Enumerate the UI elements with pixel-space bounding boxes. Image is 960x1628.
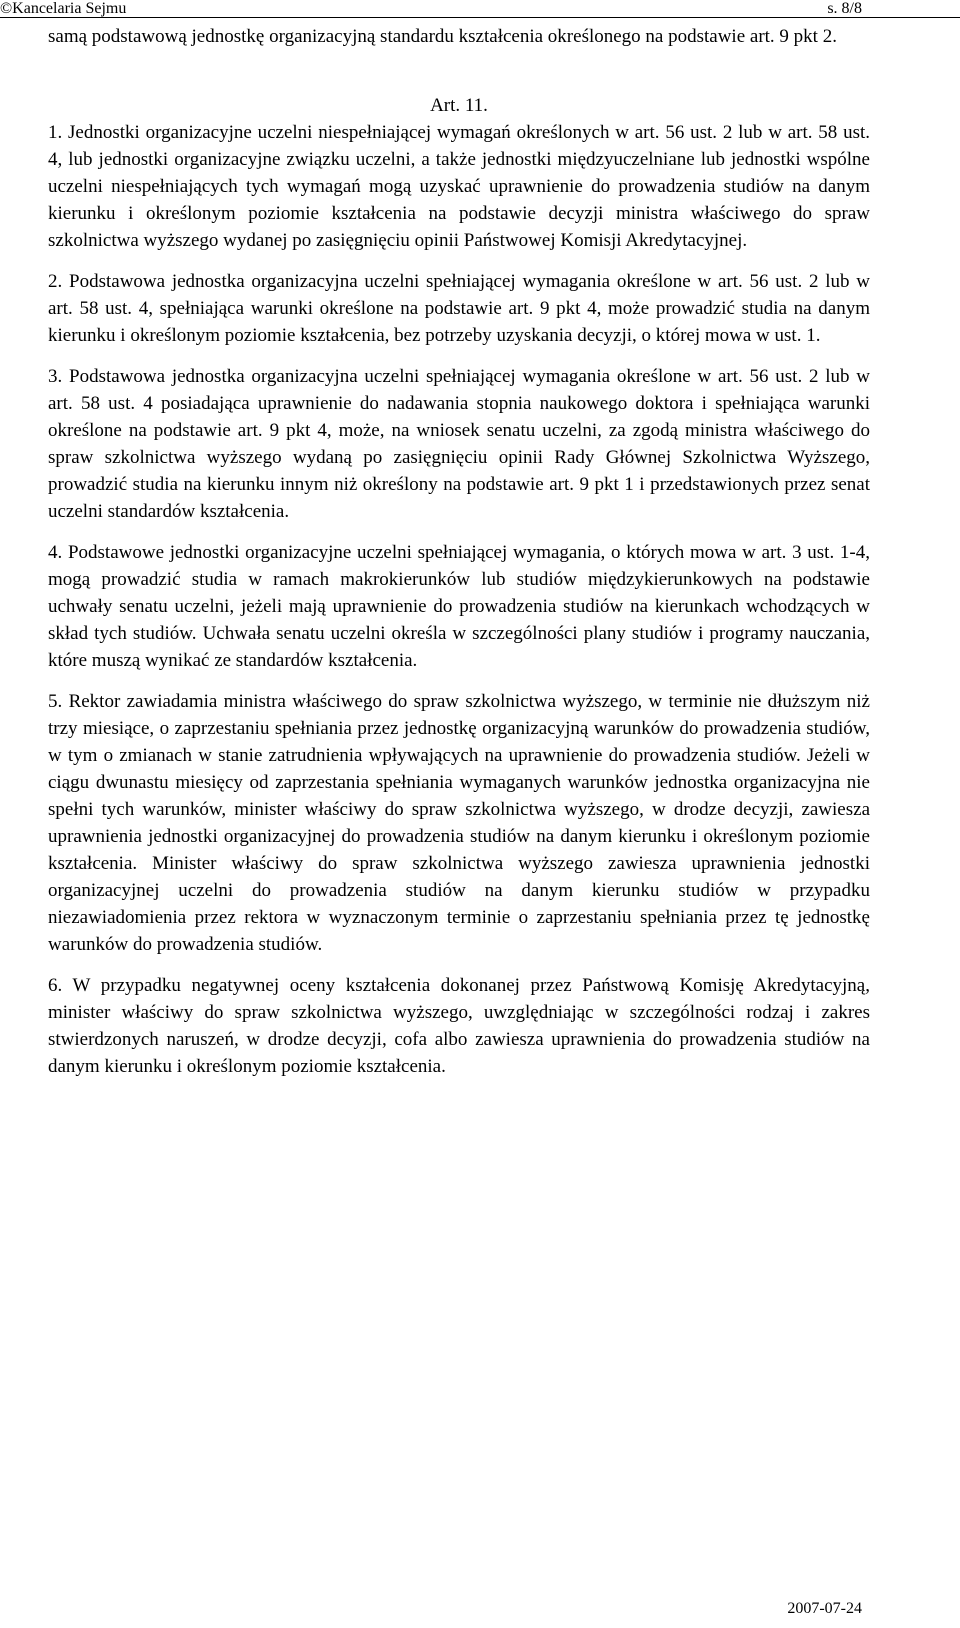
page-header <box>0 0 960 18</box>
footer-date: 2007-07-24 <box>787 1600 862 1617</box>
paragraph-1: 1. Jednostki organizacyjne uczelni niespełniającej wymagań określonych w art. 56 ust. 2 lub w art. 58 ust. 4, lub jednostki organizacyjne związku uczelni, a także jednostki międzyuczelniane lub jednostki wspólne uczelni niespełniających tych wymagań mogą uzyskać uprawnienie do prowadzenia studiów na danym kierunku i określonym poziomie kształcenia na podstawie decyzji ministra właściwego do spraw szkolnictwa wyższego wydanej po zasięgnięciu opinii Państwowej Komisji Akredytacyjnej. <box>48 122 870 251</box>
paragraph-4: 4. Podstawowe jednostki organizacyjne uczelni spełniającej wymagania, o których mowa w art. 3 ust. 1-4, mogą prowadzić studia w ramach makrokierunków lub studiów międzykierunkowych na podstawie uchwały senatu uczelni, jeżeli mają uprawnienie do prowadzenia studiów na kierunkach wchodzących w skład tych studiów. Uchwała senatu uczelni określa w szczególności plany studiów i programy nauczania, które muszą wynikać ze standardów kształcenia. <box>48 542 870 671</box>
paragraph-6: 6. W przypadku negatywnej oceny kształcenia dokonanej przez Państwową Komisję Akredytacyjną, minister właściwy do spraw szkolnictwa wyższego, uwzględniając w szczególności rodzaj i zakres stwierdzonych naruszeń, w drodze decyzji, cofa albo zawiesza uprawnienia do prowadzenia studiów na danym kierunku i określonym poziomie kształcenia. <box>48 975 870 1077</box>
intro-text: samą podstawową jednostkę organizacyjną standardu kształcenia określonego na podstawie art. 9 pkt 2. <box>48 26 837 47</box>
page-number: s. 8/8 <box>827 0 862 17</box>
article-title: Art. 11. <box>430 95 488 116</box>
paragraph-2: 2. Podstawowa jednostka organizacyjna uczelni spełniającej wymagania określone w art. 56 ust. 2 lub w art. 58 ust. 4, spełniająca warunki określone na podstawie art. 9 pkt 4, może prowadzić studia na danym kierunku i określonym poziomie kształcenia, bez potrzeby uzyskania decyzji, o której mowa w ust. 1. <box>48 271 870 346</box>
paragraph-5: 5. Rektor zawiadamia ministra właściwego do spraw szkolnictwa wyższego, w terminie nie dłuższym niż trzy miesiące, o zaprzestaniu spełniania przez jednostkę organizacyjną warunków do prowadzenia studiów, w tym o zmianach w stanie zatrudnienia wpływających na uprawnienie do prowadzenia studiów. Jeżeli w ciągu dwunastu miesięcy od zaprzestania spełniania wymaganych warunków jednostka organizacyjna nie spełni tych warunków, minister właściwy do spraw szkolnictwa wyższego, w drodze decyzji, zawiesza uprawnienia jednostki organizacyjnej do prowadzenia studiów na danym kierunku i określonym poziomie kształcenia. Minister właściwy do spraw szkolnictwa wyższego zawiesza uprawnienia jednostki organizacyjnej uczelni do prowadzenia studiów na danym kierunku studiów w przypadku niezawiadomienia przez rektora w wyznaczonym terminie o zaprzestaniu spełniania przez tę jednostkę warunków do prowadzenia studiów. <box>48 691 870 955</box>
paragraph-3: 3. Podstawowa jednostka organizacyjna uczelni spełniającej wymagania określone w art. 56 ust. 2 lub w art. 58 ust. 4 posiadająca uprawnienie do nadawania stopnia naukowego doktora i spełniająca warunki określone na podstawie art. 9 pkt 4, może, na wniosek senatu uczelni, za zgodą ministra właściwego do spraw szkolnictwa wyższego wydaną po zasięgnięciu opinii Rady Głównej Szkolnictwa Wyższego, prowadzić studia na kierunku innym niż określony na podstawie art. 9 pkt 1 i przedstawionych przez senat uczelni standardów kształcenia. <box>48 366 870 522</box>
document-body <box>48 23 870 1094</box>
copyright-label: ©Kancelaria Sejmu <box>0 0 127 17</box>
